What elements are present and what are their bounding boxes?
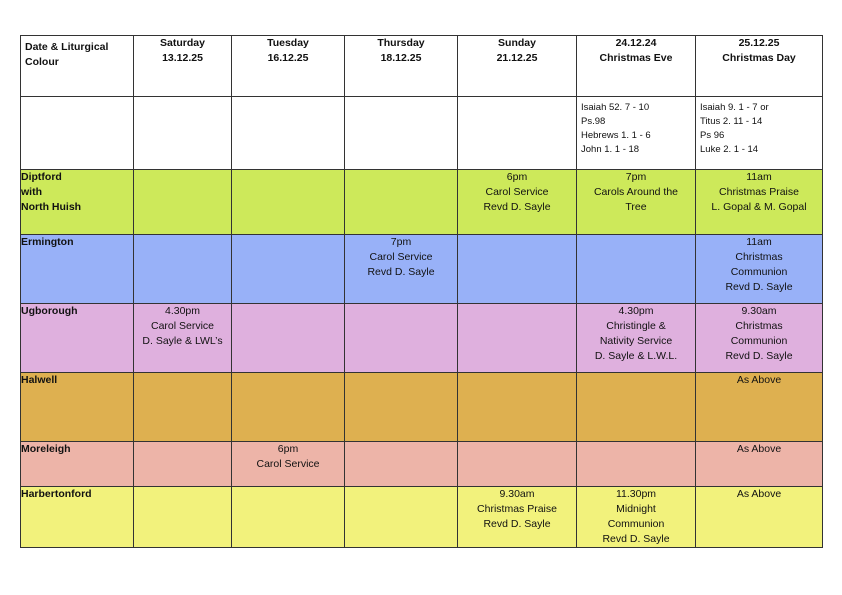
header-day: Saturday [160, 37, 205, 49]
empty-cell [134, 442, 232, 487]
parish-row-ugborough [21, 304, 823, 373]
parish-row-halwell [21, 373, 823, 442]
service-line: 4.30pm [618, 305, 654, 317]
service-line: Revd D. Sayle [602, 533, 670, 545]
service-line: Revd D. Sayle [725, 281, 793, 293]
service-line: As Above [736, 488, 782, 500]
service-line: Nativity Service [599, 335, 673, 347]
empty-cell [21, 97, 134, 170]
header-date: 18.12.25 [380, 52, 422, 64]
empty-cell [577, 235, 696, 304]
empty-cell [345, 487, 458, 548]
reading-line: Hebrews 1. 1 - 6 [581, 130, 651, 141]
service-line: Carol Service [150, 320, 215, 332]
service-line: Communion [607, 518, 665, 530]
empty-cell [458, 304, 577, 373]
header-line: Date & Liturgical [25, 41, 109, 53]
service-line: 11am [746, 171, 772, 183]
header-date: 21.12.25 [496, 52, 538, 64]
service-line: Carols Around the [593, 186, 679, 198]
header-line: Colour [25, 56, 59, 68]
service-line: D. Sayle & L.W.L. [594, 350, 678, 362]
reading-line: Isaiah 9. 1 - 7 or [700, 102, 769, 113]
empty-cell [345, 97, 458, 170]
parish-name-line: North Huish [21, 201, 82, 213]
service-cell [696, 373, 823, 442]
header-date: Christmas Eve [599, 52, 673, 64]
header-date: Christmas Day [722, 52, 796, 64]
parish-row-ermington [21, 235, 823, 304]
empty-cell [345, 170, 458, 235]
header-thursday [345, 36, 458, 97]
service-cell [696, 304, 823, 373]
header-day: Tuesday [267, 37, 309, 49]
service-cell [134, 304, 232, 373]
service-cell [577, 304, 696, 373]
service-line: Communion [730, 335, 788, 347]
reading-line: Ps 96 [700, 130, 725, 141]
parish-name-line: Ermington [21, 236, 74, 248]
empty-cell [458, 442, 577, 487]
reading-line: Luke 2. 1 - 14 [700, 144, 759, 155]
empty-cell [134, 170, 232, 235]
service-line: Communion [730, 266, 788, 278]
parish-name [21, 373, 134, 442]
parish-name-line: Harbertonford [21, 488, 92, 500]
service-cell [696, 235, 823, 304]
service-line: Revd D. Sayle [483, 201, 551, 213]
parish-row-diptford [21, 170, 823, 235]
empty-cell [232, 304, 345, 373]
header-day: Sunday [498, 37, 536, 49]
service-line: Tree [625, 201, 647, 213]
service-line: Carol Service [256, 458, 320, 470]
parish-name [21, 170, 134, 235]
empty-cell [458, 235, 577, 304]
header-date: 13.12.25 [162, 52, 203, 64]
header-saturday [134, 36, 232, 97]
service-line: As Above [736, 443, 782, 455]
service-line: Christmas [735, 251, 783, 263]
empty-cell [134, 235, 232, 304]
service-line: Carol Service [369, 251, 433, 263]
empty-cell [232, 373, 345, 442]
empty-cell [134, 97, 232, 170]
empty-cell [232, 170, 345, 235]
service-line: 9.30am [741, 305, 777, 317]
service-line: L. Gopal & M. Gopal [711, 201, 807, 213]
service-line: Revd D. Sayle [483, 518, 551, 530]
parish-name [21, 304, 134, 373]
empty-cell [458, 97, 577, 170]
service-line: Christingle & [606, 320, 666, 332]
header-day: Thursday [377, 37, 425, 49]
service-line: D. Sayle & LWL’s [142, 335, 223, 347]
service-line: 6pm [277, 443, 299, 455]
readings-christmas-eve [577, 97, 696, 170]
reading-line: Ps.98 [581, 116, 606, 127]
header-day: 24.12.24 [615, 37, 657, 49]
service-cell [577, 170, 696, 235]
service-cell [696, 170, 823, 235]
service-cell [345, 235, 458, 304]
service-cell [577, 487, 696, 548]
parish-name [21, 487, 134, 548]
parish-row-moreleigh [21, 442, 823, 487]
service-cell [696, 487, 823, 548]
service-line: Christmas [735, 320, 783, 332]
empty-cell [232, 487, 345, 548]
readings-christmas-day [696, 97, 823, 170]
service-line: Carol Service [485, 186, 549, 198]
parish-name-line: Ugborough [21, 305, 78, 317]
empty-cell [577, 442, 696, 487]
empty-cell [345, 304, 458, 373]
empty-cell [345, 373, 458, 442]
reading-line: Isaiah 52. 7 - 10 [581, 102, 650, 113]
service-line: 7pm [390, 236, 412, 248]
parish-name-line: Halwell [21, 374, 58, 386]
service-cell [458, 170, 577, 235]
empty-cell [232, 235, 345, 304]
header-day: 25.12.25 [738, 37, 780, 49]
service-schedule-table [20, 35, 823, 548]
service-line: 11.30pm [615, 488, 657, 500]
parish-row-harbertonford [21, 487, 823, 548]
service-cell [232, 442, 345, 487]
header-sunday [458, 36, 577, 97]
empty-cell [134, 487, 232, 548]
header-date: 16.12.25 [267, 52, 309, 64]
parish-name-line: Diptford [21, 171, 62, 183]
reading-line: Titus 2. 11 - 14 [700, 116, 763, 127]
service-line: 4.30pm [164, 305, 201, 317]
service-line: 6pm [506, 171, 528, 183]
empty-cell [458, 373, 577, 442]
service-cell [458, 487, 577, 548]
empty-cell [134, 373, 232, 442]
service-line: 7pm [625, 171, 647, 183]
service-line: Christmas Praise [719, 186, 799, 198]
header-row [21, 36, 823, 97]
readings-row [21, 97, 823, 170]
parish-name [21, 442, 134, 487]
empty-cell [232, 97, 345, 170]
service-cell [696, 442, 823, 487]
header-christmas-day [696, 36, 823, 97]
parish-name-line: with [21, 186, 42, 198]
header-christmas-eve [577, 36, 696, 97]
service-line: Christmas Praise [477, 503, 557, 515]
reading-line: John 1. 1 - 18 [581, 144, 640, 155]
empty-cell [345, 442, 458, 487]
service-line: Revd D. Sayle [725, 350, 793, 362]
header-date-colour [21, 36, 134, 97]
empty-cell [577, 373, 696, 442]
service-line: As Above [736, 374, 782, 386]
parish-name-line: Moreleigh [21, 443, 71, 455]
parish-name [21, 235, 134, 304]
header-tuesday [232, 36, 345, 97]
service-line: 11am [746, 236, 772, 248]
service-line: 9.30am [499, 488, 535, 500]
service-line: Revd D. Sayle [367, 266, 435, 278]
service-line: Midnight [616, 503, 656, 515]
